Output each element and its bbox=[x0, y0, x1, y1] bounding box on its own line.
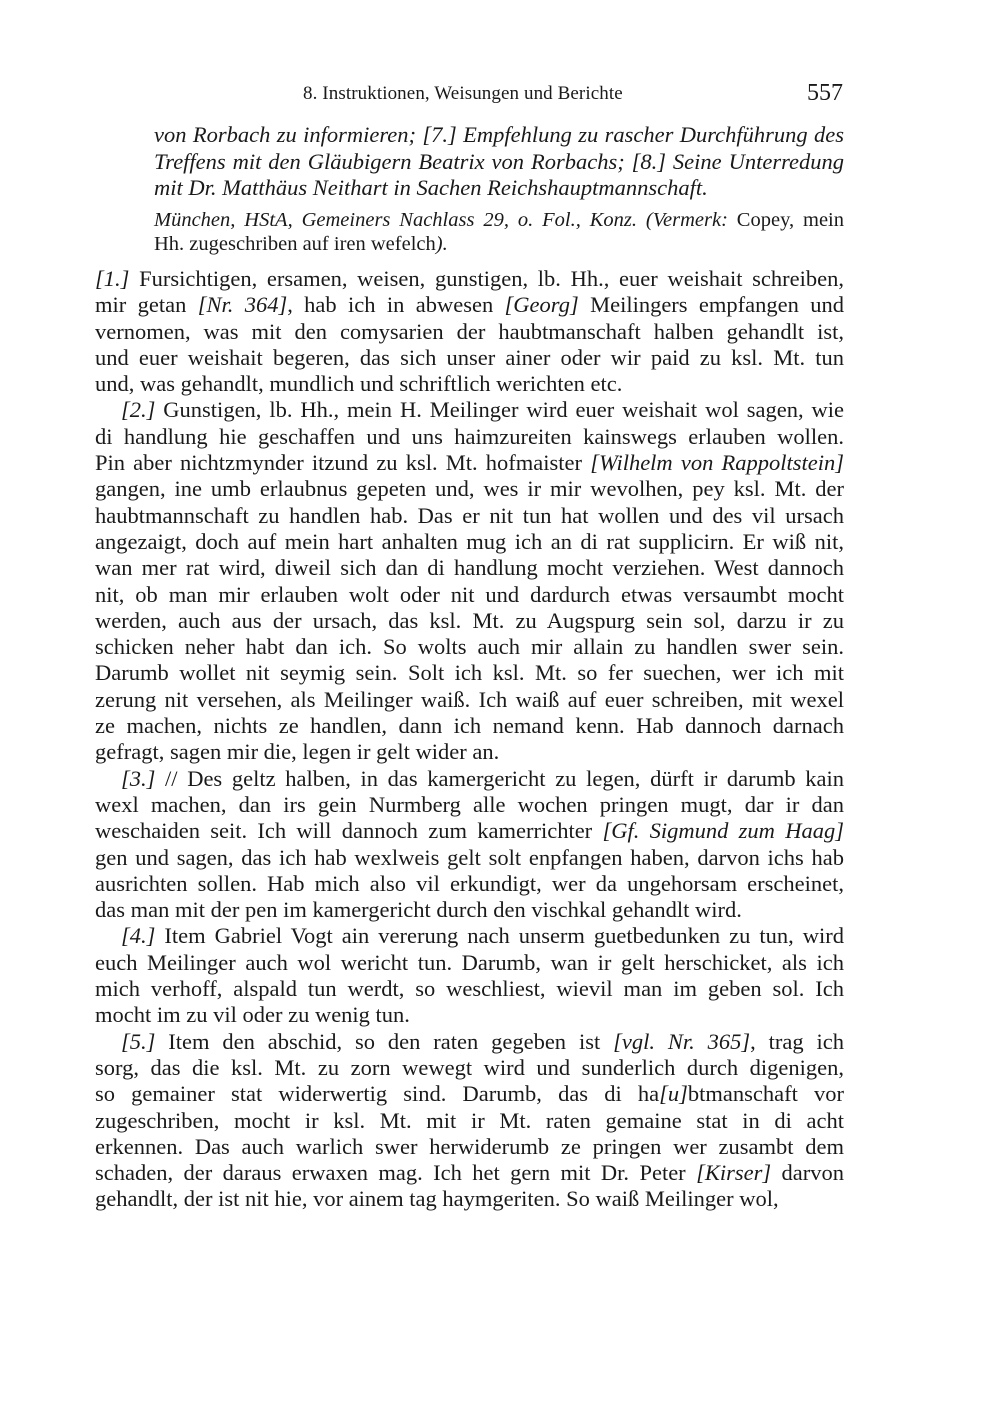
source-roman: Hh. zugeschriben auf iren wefelch bbox=[154, 233, 436, 255]
text-line bbox=[95, 1029, 844, 1055]
paragraph bbox=[95, 923, 844, 1028]
editorial-note: [Georg] bbox=[504, 292, 579, 318]
text-line bbox=[95, 1055, 844, 1081]
text-segment: zerung nit versehen, als Meilinger waiß. Ich waiß auf euer schreiben, mit wexel bbox=[95, 686, 844, 712]
running-head bbox=[0, 80, 1004, 110]
text-segment: nit, ob man mir erlauben wolt oder nit und dardurch etwas versaumbt mocht bbox=[95, 581, 844, 607]
text-segment: gangen, ine umb erlaubnus gepeten und, wes ir mir wevolhen, pey ksl. Mt. der bbox=[95, 476, 844, 502]
text-line bbox=[95, 660, 844, 686]
text-segment: mocht im zu vil oder zu wenig tun. bbox=[95, 1002, 410, 1028]
text-segment: weschaiden seit. Ich will dannoch zum kamerrichter bbox=[95, 818, 603, 844]
text-line bbox=[95, 897, 844, 923]
text-line bbox=[95, 345, 844, 371]
text-segment: mir getan bbox=[95, 292, 198, 318]
text-segment: werden, auch aus der ursach, das ksl. Mt. zu Augspurg sein sol, darzu ir zu bbox=[95, 607, 844, 633]
text-segment: schicken neher habt dan ich. So wolts auch mir allain zu handlen swer sein. bbox=[95, 634, 844, 660]
text-segment: , trag ich bbox=[750, 1028, 844, 1054]
regest-line: Treffens mit den Gläubigern Beatrix von Rorbachs; [8.] Seine Unterredung bbox=[154, 148, 844, 174]
text-line bbox=[95, 792, 844, 818]
text-line bbox=[95, 371, 844, 397]
text-line bbox=[95, 687, 844, 713]
text-line bbox=[95, 634, 844, 660]
text-segment: mich verhoff, alspald tun werdt, so weschliest, wievil man im geben sol. Ich bbox=[95, 976, 844, 1002]
editorial-note: [Nr. 364] bbox=[197, 292, 288, 318]
text-line bbox=[95, 871, 844, 897]
text-line bbox=[95, 292, 844, 318]
regest-line: mit Dr. Matthäus Neithart in Sachen Reichshauptmannschaft. bbox=[154, 175, 708, 200]
running-title: 8. Instruktionen, Weisungen und Berichte bbox=[303, 83, 623, 104]
text-line bbox=[95, 424, 844, 450]
text-segment: ze machen, nichts ze handlen, dann ich nemand kenn. Hab dannoch darnach bbox=[95, 713, 844, 739]
text-segment: haubtmannschaft zu handlen hab. Das er nit tun hat wollen und des vil ursach bbox=[95, 502, 844, 528]
text-segment: Item Gabriel Vogt ain vererung nach unserm guetbedunken zu tun, wird bbox=[155, 923, 844, 949]
text-line bbox=[95, 397, 844, 423]
paragraph bbox=[95, 766, 844, 924]
editorial-note: [Kirser] bbox=[696, 1160, 772, 1186]
text-line bbox=[95, 503, 844, 529]
text-line bbox=[95, 739, 844, 765]
editorial-note: [Wilhelm von Rappoltstein] bbox=[590, 450, 844, 476]
text-line bbox=[95, 1081, 844, 1107]
text-line bbox=[95, 319, 844, 345]
text-segment: // Des geltz halben, in das kamergericht zu legen, dürft ir darumb kain bbox=[155, 765, 844, 791]
text-segment: ausrichten sollen. Hab mich also vil erkundigt, wer da ungehorsam erscheinet, bbox=[95, 870, 844, 896]
text-segment: angezaigt, doch auf mein hart anhalten mug ich an di rat supplicirn. Er wiß nit, bbox=[95, 528, 844, 554]
regest-line: von Rorbach zu informieren; [7.] Empfehlung zu rascher Durchführung des bbox=[154, 122, 844, 147]
source-line bbox=[154, 232, 844, 256]
text-segment: und euer weishait begeren, das sich unser ainer oder wir paid zu ksl. Mt. tun bbox=[95, 344, 844, 370]
text-segment: btmanschaft vor bbox=[687, 1081, 844, 1107]
text-segment: gefragt, sagen mir die, legen ir gelt wider an. bbox=[95, 739, 500, 765]
text-segment: Item den abschid, so den raten gegeben ist bbox=[155, 1028, 614, 1054]
text-segment: das man mit der pen im kamergericht durch den vischkal gehandlt wird. bbox=[95, 897, 742, 923]
text-line bbox=[95, 476, 844, 502]
text-segment: di handlung hie geschaffen und uns haimzureiten kainswegs erlauben wollen. bbox=[95, 423, 844, 449]
text-segment: sorg, das die ksl. Mt. zu zorn wewegt wird und sunderlich durch digenigen, bbox=[95, 1054, 844, 1080]
editorial-note: [4.] bbox=[121, 923, 156, 949]
text-segment: Pin aber nichtzmynder itzund zu ksl. Mt. hofmaister bbox=[95, 450, 591, 476]
text-segment: wexl machen, dan irs gein Nurmberg alle wochen pringen mugt, dar ir dan bbox=[95, 791, 844, 817]
text-line bbox=[95, 608, 844, 634]
text-line bbox=[95, 713, 844, 739]
text-line bbox=[95, 555, 844, 581]
text-segment: darvon bbox=[771, 1160, 844, 1186]
editorial-note: [u] bbox=[659, 1081, 688, 1107]
page-number: 557 bbox=[807, 80, 843, 106]
text-line bbox=[95, 1108, 844, 1134]
text-line bbox=[95, 450, 844, 476]
editorial-note: [2.] bbox=[121, 397, 156, 423]
source-line bbox=[154, 208, 844, 232]
editorial-note: [1.] bbox=[95, 266, 130, 291]
text-segment: Gunstigen, lb. Hh., mein H. Meilinger wird euer weishait wol sagen, wie bbox=[155, 397, 844, 423]
text-line bbox=[95, 266, 844, 292]
text-segment: Meilingers empfangen und bbox=[578, 292, 844, 318]
text-segment: so gemainer stat widerwertig sind. Darumb, das di ha bbox=[95, 1081, 660, 1107]
text-segment: Darumb wollet nit seymig sein. Solt ich ksl. Mt. so fer suechen, wer ich mit bbox=[95, 660, 844, 686]
text-line bbox=[95, 976, 844, 1002]
text-segment: euch Meilinger auch wol wericht tun. Darumb, wan ir gelt herschicket, als ich bbox=[95, 949, 844, 975]
text-segment: gen und sagen, das ich hab wexlweis gelt solt enpfangen haben, darvon ichs hab bbox=[95, 844, 844, 870]
text-segment: und, was gehandlt, mundlich und schriftlich werichten etc. bbox=[95, 371, 623, 397]
text-line bbox=[95, 1186, 844, 1212]
editorial-note: [3.] bbox=[121, 765, 156, 791]
text-segment: vernomen, was mit den comysarien der haubtmanschaft halben gehandlt ist, bbox=[95, 318, 844, 344]
text-segment: gehandlt, der ist nit hie, vor ainem tag haymgeriten. So waiß Meilinger wol, bbox=[95, 1186, 779, 1212]
text-line bbox=[95, 766, 844, 792]
text-line bbox=[95, 1160, 844, 1186]
text-line bbox=[95, 845, 844, 871]
main-text bbox=[95, 266, 844, 1213]
text-line bbox=[95, 950, 844, 976]
paragraph bbox=[95, 266, 844, 397]
editorial-note: [5.] bbox=[121, 1028, 156, 1054]
text-segment: erkennen. Das auch warlich swer herwiderumb ze pringen wer zusambt dem bbox=[95, 1133, 844, 1159]
text-segment: Fursichtigen, ersamen, weisen, gunstigen, lb. Hh., euer weishait schreiben, bbox=[129, 266, 844, 291]
text-segment: zugeschriben, mocht ir ksl. Mt. mit ir Mt. raten gemaine stat in di acht bbox=[95, 1107, 844, 1133]
source-italic: München, HStA, Gemeiners Nachlass 29, o. Fol., Konz. (Vermerk: bbox=[154, 209, 728, 231]
text-line bbox=[95, 923, 844, 949]
regest bbox=[154, 122, 844, 202]
source-italic: ). bbox=[435, 233, 448, 255]
editorial-note: [Gf. Sigmund zum Haag] bbox=[602, 818, 844, 844]
text-segment: wan mer rat wird, diweil sich dan di handlung mocht verziehen. West dannoch bbox=[95, 555, 844, 581]
text-segment: schaden, der daraus erwaxen mag. Ich het gern mit Dr. Peter bbox=[95, 1160, 697, 1186]
paragraph bbox=[95, 1029, 844, 1213]
editorial-note: [vgl. Nr. 365] bbox=[613, 1028, 751, 1054]
paragraph bbox=[95, 397, 844, 765]
text-line bbox=[95, 818, 844, 844]
text-segment: , hab ich in abwesen bbox=[287, 292, 505, 318]
text-line bbox=[95, 529, 844, 555]
text-line bbox=[95, 582, 844, 608]
text-line bbox=[95, 1002, 844, 1028]
source-roman: Copey, mein bbox=[727, 209, 845, 231]
text-line bbox=[95, 1134, 844, 1160]
source-note bbox=[154, 208, 844, 256]
